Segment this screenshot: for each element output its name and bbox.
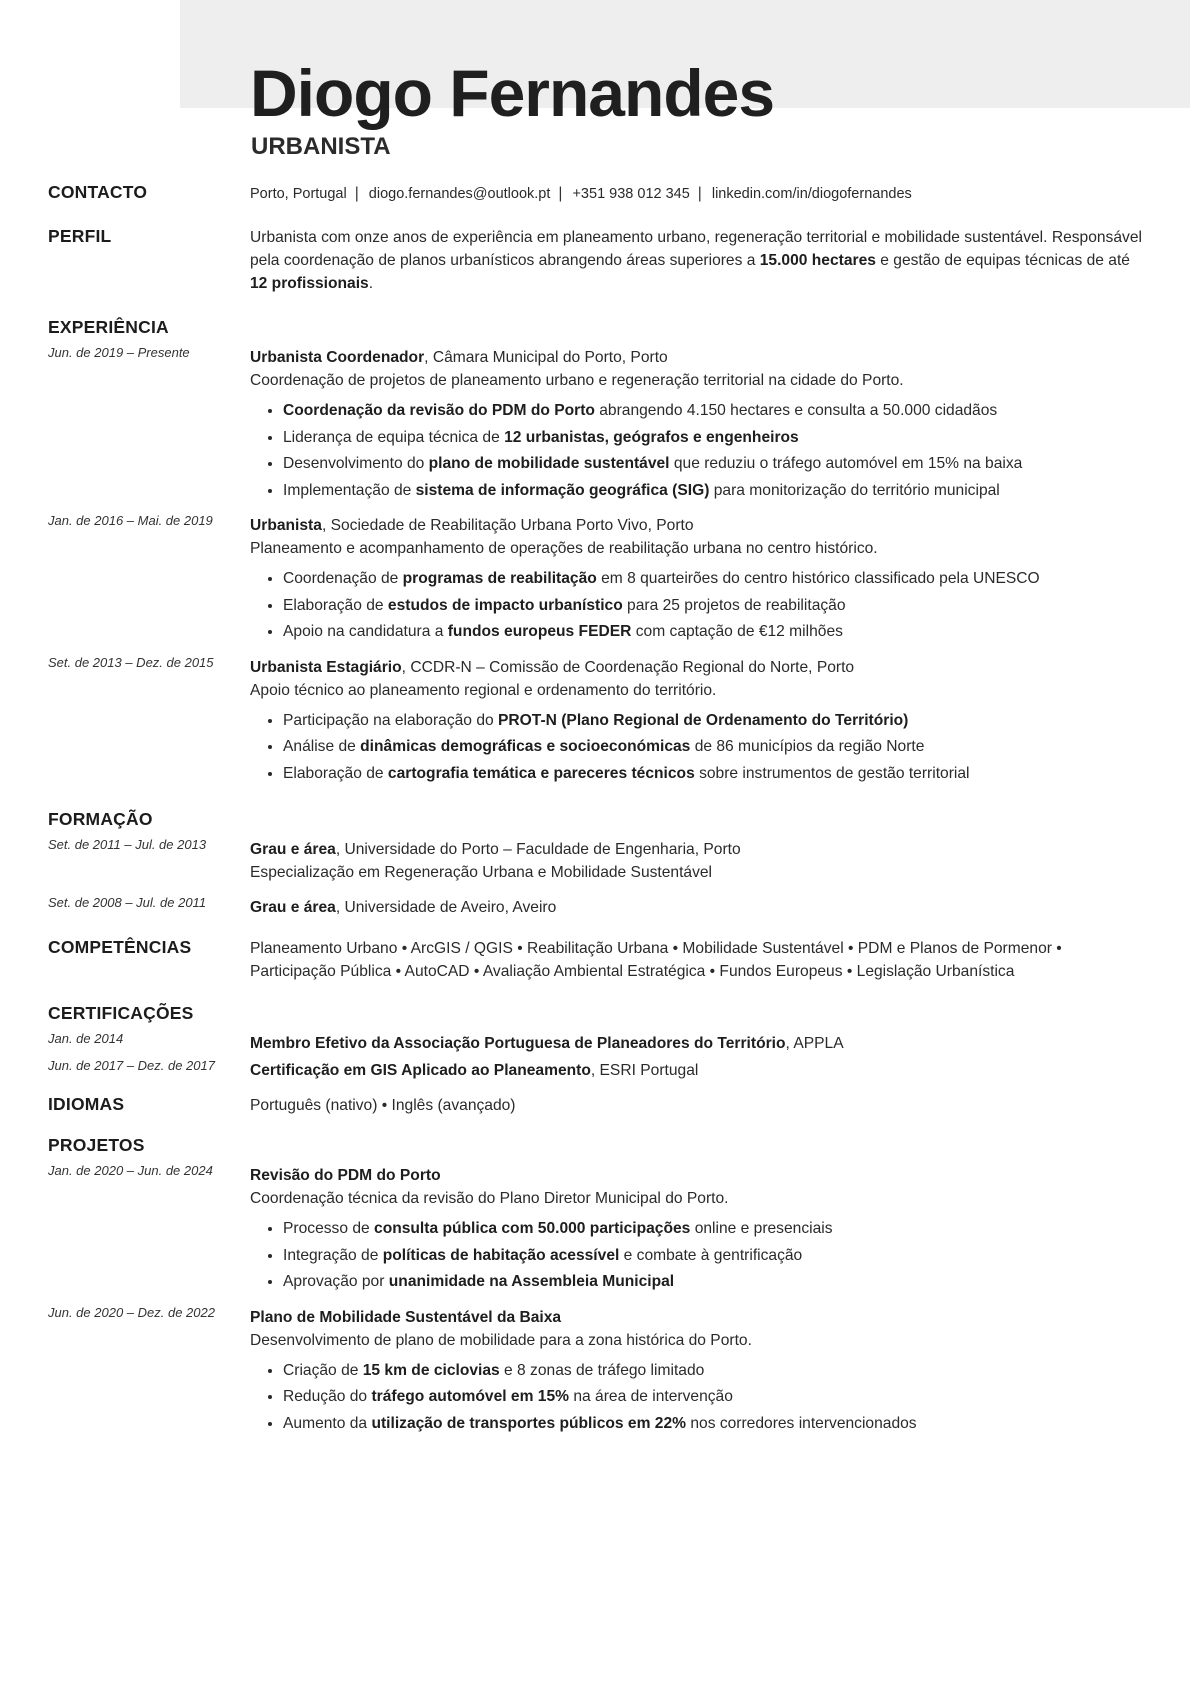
- project-entry-date: Jan. de 2020 – Jun. de 2024: [48, 1163, 213, 1178]
- education-entry-body: [250, 896, 1148, 919]
- experience-entry-date: Jun. de 2019 – Presente: [48, 345, 190, 360]
- experience-entry-date: Set. de 2013 – Dez. de 2015: [48, 654, 214, 670]
- text-segment: .: [368, 275, 374, 292]
- bold-text: consulta pública com 50.000 participações: [374, 1220, 691, 1237]
- project-entry-bullets: [250, 1358, 1148, 1438]
- contact-linkedin-link[interactable]: linkedin.com/in/diogofernandes: [711, 186, 912, 202]
- experience-entry-title: Urbanista Estagiário: [250, 658, 402, 676]
- project-entry: [48, 1306, 1148, 1438]
- project-entry-title: Revisão do PDM do Porto: [250, 1167, 441, 1184]
- profile-text: [250, 226, 1148, 295]
- experience-entry-bullets: [250, 566, 1148, 646]
- candidate-role: URBANISTA: [251, 133, 391, 160]
- text-segment: de 86 municípios da região Norte: [690, 738, 925, 755]
- experience-list: [48, 346, 1148, 787]
- text-segment: para 25 projetos de reabilitação: [622, 596, 846, 614]
- bullet-item: [283, 1269, 1148, 1296]
- text-segment: nos corredores intervencionados: [686, 1414, 917, 1432]
- text-segment: na área de intervenção: [569, 1388, 733, 1405]
- project-entry-description: Desenvolvimento de plano de mobilidade para a zona histórica do Porto.: [250, 1331, 752, 1349]
- experience-entry-bullets: [250, 398, 1148, 504]
- bold-text: dinâmicas demográficas e socioeconómicas: [360, 738, 691, 755]
- certification-entry-body: [250, 1032, 1148, 1055]
- bullet-item: [283, 619, 1148, 646]
- experience-entry-heading: [250, 514, 1148, 537]
- text-segment: Liderança de equipa técnica de: [283, 428, 505, 446]
- experience-entry-body: [250, 656, 1148, 788]
- experience-entry-description: Planeamento e acompanhamento de operações de reabilitação urbana no centro histórico.: [250, 540, 878, 557]
- experience-entry-bullets: [250, 708, 1148, 788]
- contact-separator: |: [558, 185, 563, 202]
- education-entry-title: Grau e área: [250, 899, 336, 916]
- text-segment: Criação de: [283, 1361, 363, 1379]
- bold-text: 12 urbanistas, geógrafos e engenheiros: [504, 428, 799, 446]
- certification-entry: [48, 1032, 1148, 1055]
- bold-text: estudos de impacto urbanístico: [387, 596, 623, 614]
- text-segment: Elaboração de: [283, 596, 388, 614]
- skills-text: Planeamento Urbano • ArcGIS / QGIS • Reabilitação Urbana • Mobilidade Sustentável • PDM e Planos de Pormenor • Participação Pública • AutoCAD • Avaliação Ambiental Estratégica • Fundos Europeus • Legislação Urbanística: [250, 940, 1062, 980]
- text-segment: Desenvolvimento do: [283, 455, 429, 472]
- certifications-section: [48, 1003, 1148, 1082]
- contact-separator: |: [697, 185, 702, 202]
- languages-label: IDIOMAS: [48, 1094, 125, 1114]
- bold-text: PROT-N (Plano Regional de Ordenamento do Território): [498, 711, 909, 729]
- text-segment: e 8 zonas de tráfego limitado: [499, 1361, 705, 1379]
- bullet-item: [283, 708, 1148, 735]
- bullet-item: [283, 734, 1148, 761]
- text-segment: para monitorização do território municipal: [709, 481, 1000, 499]
- certification-entry-organization: , APPLA: [785, 1035, 844, 1052]
- text-segment: Urbanista com onze anos de experiência em planeamento urbano, regeneração territorial e mobilidade sustentável. Responsável pela coordenação de planos urbanísticos abrangendo áreas superiores a: [250, 229, 1142, 269]
- bullet-item: [283, 566, 1148, 593]
- education-entry-body: [250, 838, 1148, 884]
- text-segment: online e presenciais: [690, 1220, 833, 1237]
- bold-text: políticas de habitação acessível: [382, 1246, 620, 1264]
- text-segment: Coordenação de: [283, 570, 403, 587]
- experience-entry-title: Urbanista Coordenador: [250, 349, 425, 366]
- certification-entry-date: Jun. de 2017 – Dez. de 2017: [48, 1058, 215, 1073]
- projects-list: [48, 1164, 1148, 1437]
- certification-entry-heading: [250, 1059, 1148, 1082]
- experience-entry-heading: [250, 656, 1148, 679]
- skills-label: COMPETÊNCIAS: [48, 937, 192, 957]
- text-segment: Participação na elaboração do: [283, 711, 498, 729]
- project-entry-date: Jun. de 2020 – Dez. de 2022: [48, 1304, 215, 1320]
- text-segment: em 8 quarteirões do centro histórico classificado pela UNESCO: [596, 570, 1040, 587]
- bold-text: sistema de informação geográfica (SIG): [415, 481, 710, 499]
- education-entry-description: Especialização em Regeneração Urbana e Mobilidade Sustentável: [250, 864, 713, 881]
- experience-entry-description: Apoio técnico ao planeamento regional e ordenamento do território.: [250, 681, 717, 699]
- experience-entry-organization: , Sociedade de Reabilitação Urbana Porto Vivo, Porto: [321, 517, 694, 534]
- bold-text: programas de reabilitação: [402, 570, 597, 587]
- experience-entry-date: Jan. de 2016 – Mai. de 2019: [48, 513, 213, 528]
- education-entry-heading: [250, 838, 1148, 861]
- education-label: FORMAÇÃO: [48, 809, 153, 829]
- project-entry-title: Plano de Mobilidade Sustentável da Baixa: [250, 1308, 562, 1326]
- education-entry-organization: , Universidade de Aveiro, Aveiro: [335, 899, 557, 916]
- bold-text: 12 profissionais: [250, 275, 369, 292]
- education-list: [48, 838, 1148, 919]
- contact-label: CONTACTO: [48, 182, 148, 202]
- candidate-name: Diogo Fernandes: [250, 56, 775, 130]
- projects-section: [48, 1135, 1148, 1437]
- education-entry-title: Grau e área: [250, 841, 336, 858]
- languages-section: [48, 1094, 1148, 1117]
- text-segment: Aumento da: [283, 1414, 372, 1432]
- education-entry-date: Set. de 2008 – Jul. de 2011: [48, 895, 207, 910]
- education-entry: [48, 896, 1148, 919]
- bullet-item: [283, 425, 1148, 452]
- experience-section: [48, 317, 1148, 787]
- project-entry-body: [250, 1164, 1148, 1296]
- languages-text: Português (nativo) • Inglês (avançado): [250, 1097, 516, 1114]
- experience-label: EXPERIÊNCIA: [48, 317, 169, 337]
- project-entry-description: Coordenação técnica da revisão do Plano Diretor Municipal do Porto.: [250, 1190, 729, 1207]
- certification-entry-heading: [250, 1032, 1148, 1055]
- bullet-item: [283, 1411, 1148, 1438]
- contact-phone: +351 938 012 345: [572, 186, 690, 202]
- experience-entry-organization: , CCDR-N – Comissão de Coordenação Regional do Norte, Porto: [401, 658, 855, 676]
- contact-separator: |: [354, 185, 359, 202]
- experience-entry-heading: [250, 346, 1148, 369]
- profile-section: [48, 226, 1148, 295]
- contact-section: [48, 182, 1148, 206]
- experience-entry-description: Coordenação de projetos de planeamento urbano e regeneração territorial na cidade do Porto.: [250, 372, 904, 389]
- text-segment: sobre instrumentos de gestão territorial: [694, 764, 970, 782]
- contact-row: [250, 182, 1148, 206]
- certification-entry-title: Membro Efetivo da Associação Portuguesa de Planeadores do Território: [250, 1035, 786, 1052]
- text-segment: Aprovação por: [283, 1273, 389, 1290]
- experience-entry-title: Urbanista: [250, 517, 322, 534]
- experience-entry-organization: , Câmara Municipal do Porto, Porto: [424, 349, 668, 366]
- experience-entry: [48, 346, 1148, 504]
- project-entry-heading: [250, 1306, 1148, 1329]
- text-segment: abrangendo 4.150 hectares e consulta a 50.000 cidadãos: [594, 402, 998, 419]
- certifications-list: [48, 1032, 1148, 1082]
- bullet-item: [283, 1358, 1148, 1385]
- education-entry-date: Set. de 2011 – Jul. de 2013: [48, 837, 207, 852]
- text-segment: Implementação de: [283, 481, 416, 499]
- certification-entry-date: Jan. de 2014: [48, 1031, 124, 1046]
- experience-entry-body: [250, 514, 1148, 646]
- contact-email-link[interactable]: diogo.fernandes@outlook.pt: [368, 186, 551, 202]
- certification-entry-title: Certificação em GIS Aplicado ao Planeamento: [250, 1062, 591, 1079]
- text-segment: e combate à gentrificação: [619, 1246, 803, 1264]
- bold-text: tráfego automóvel em 15%: [371, 1388, 570, 1405]
- text-segment: e gestão de equipas técnicas de até: [875, 252, 1130, 269]
- certification-entry-organization: , ESRI Portugal: [590, 1062, 699, 1079]
- bullet-item: [283, 478, 1148, 505]
- education-entry: [48, 838, 1148, 884]
- project-entry-heading: [250, 1164, 1148, 1187]
- text-segment: com captação de €12 milhões: [631, 623, 843, 640]
- education-section: [48, 809, 1148, 919]
- bold-text: cartografia temática e pareceres técnicos: [387, 764, 695, 782]
- bold-text: Coordenação da revisão do PDM do Porto: [283, 402, 595, 419]
- text-segment: Elaboração de: [283, 764, 388, 782]
- bullet-item: [283, 761, 1148, 788]
- text-segment: Apoio na candidatura a: [283, 623, 448, 640]
- certification-entry-body: [250, 1059, 1148, 1082]
- bold-text: 15.000 hectares: [759, 252, 876, 269]
- contact-location: Porto, Portugal: [250, 186, 347, 202]
- project-entry: [48, 1164, 1148, 1296]
- resume-content: [48, 172, 1148, 1437]
- text-segment: Integração de: [283, 1246, 383, 1264]
- skills-section: [48, 937, 1148, 983]
- bullet-item: [283, 451, 1148, 478]
- experience-entry-body: [250, 346, 1148, 504]
- bold-text: 15 km de ciclovias: [362, 1361, 500, 1379]
- bullet-item: [283, 1216, 1148, 1243]
- bold-text: plano de mobilidade sustentável: [428, 455, 670, 472]
- experience-entry: [48, 656, 1148, 788]
- profile-label: PERFIL: [48, 226, 112, 246]
- education-entry-organization: , Universidade do Porto – Faculdade de Engenharia, Porto: [335, 841, 741, 858]
- projects-label: PROJETOS: [48, 1135, 145, 1155]
- text-segment: Redução do: [283, 1388, 372, 1405]
- bullet-item: [283, 1384, 1148, 1411]
- certification-entry: [48, 1059, 1148, 1082]
- text-segment: Análise de: [283, 738, 361, 755]
- bullet-item: [283, 1243, 1148, 1270]
- education-entry-heading: [250, 896, 1148, 919]
- text-segment: que reduziu o tráfego automóvel em 15% na baixa: [669, 455, 1023, 472]
- bold-text: utilização de transportes públicos em 22%: [371, 1414, 687, 1432]
- bold-text: fundos europeus FEDER: [447, 623, 632, 640]
- project-entry-body: [250, 1306, 1148, 1438]
- project-entry-bullets: [250, 1216, 1148, 1296]
- bullet-item: [283, 398, 1148, 425]
- bullet-item: [283, 593, 1148, 620]
- experience-entry: [48, 514, 1148, 646]
- certifications-label: CERTIFICAÇÕES: [48, 1003, 194, 1023]
- text-segment: Processo de: [283, 1220, 375, 1237]
- bold-text: unanimidade na Assembleia Municipal: [388, 1273, 675, 1290]
